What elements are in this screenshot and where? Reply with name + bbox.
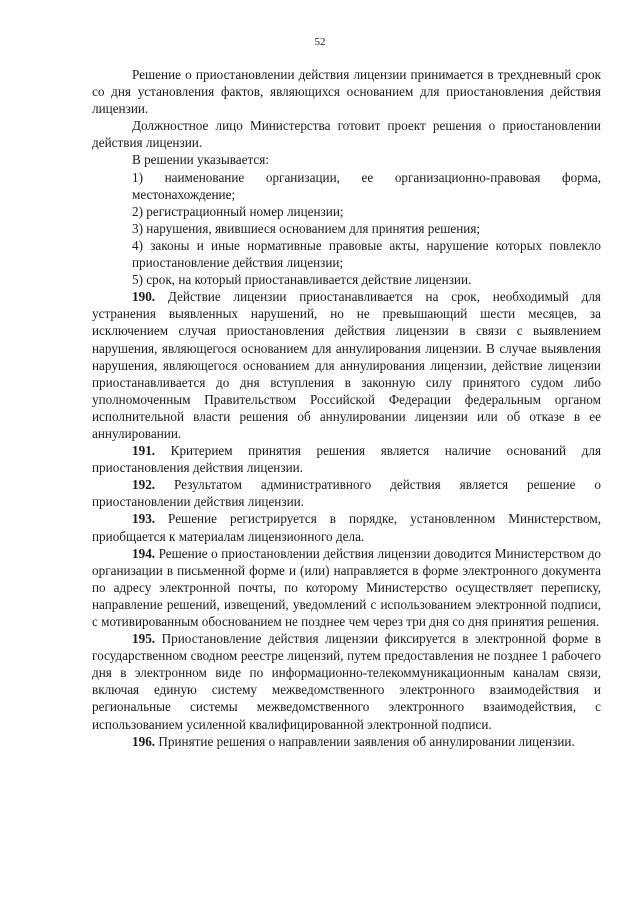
- list-item: 5) срок, на который приостанавливается действие лицензии.: [132, 272, 472, 288]
- list-item: 3) нарушения, явившиеся основанием для принятия решения;: [132, 220, 481, 236]
- clause-number: 190.: [132, 289, 156, 305]
- page-number: 52: [314, 36, 326, 48]
- clause-text: Принятие решения о направлении заявления об аннулировании лицензии.: [158, 733, 575, 749]
- list-item: 4) законы и иные нормативные правовые акты, нарушение которых повлекло приостановление действия лицензии;: [132, 237, 601, 271]
- clause-text: Приостановление действия лицензии фиксируется в электронной форме в государственном сводном реестре лицензий, путем предоставления не позднее 1 рабочего дня в электронном виде по информационно-телекоммуникационным каналам связи, включая единую систему межведомственного электронного взаимодействия и региональные системы межведомственного электронного взаимодействия, с использованием усиленной квалифицированной электронной подписи.: [92, 631, 601, 732]
- paragraph: В решении указывается:: [132, 152, 270, 168]
- paragraph: Должностное лицо Министерства готовит проект решения о приостановлении действия лицензии.: [92, 118, 601, 151]
- clause-number: 193.: [132, 511, 156, 527]
- clause-192: [92, 476, 601, 510]
- clause-text: Результатом административного действия является решение о приостановлении действия лицензии.: [92, 477, 602, 510]
- clause-text: Решение о приостановлении действия лицензии доводится Министерством до организации в письменной форме и (или) направляется в форме электронного документа по адресу электронной почты, по которому Министерство осуществляет переписку, направление решений, извещений, уведомлений с использованием электронной подписи, с мотивированным обоснованием не позднее чем через три дня со дня принятия решения.: [92, 545, 602, 629]
- list-item: 2) регистрационный номер лицензии;: [132, 203, 344, 219]
- paragraph: Решение о приостановлении действия лицензии принимается в трехдневный срок со дня установления фактов, являющихся основанием для приостановления действия лицензии.: [92, 67, 601, 117]
- clause-number: 195.: [132, 631, 156, 647]
- clause-196: [92, 733, 601, 750]
- clause-195: [92, 630, 601, 733]
- clause-number: 192.: [132, 477, 156, 493]
- clause-number: 191.: [132, 443, 156, 459]
- clause-number: 194.: [132, 545, 156, 561]
- clause-number: 196.: [132, 733, 156, 749]
- list-item: 1) наименование организации, ее организационно-правовая форма, местонахождение;: [132, 169, 601, 202]
- clause-text: Решение регистрируется в порядке, установленном Министерством, приобщается к материалам лицензионного дела.: [92, 511, 601, 544]
- clause-193: [92, 510, 601, 544]
- clause-190: [92, 288, 601, 442]
- document-body: [92, 66, 601, 750]
- clause-text: Действие лицензии приостанавливается на срок, необходимый для устранения выявленных нарушений, но не превышающий шести месяцев, за исключением случая приостановления действия лицензии в связи с выявлением нарушения, являющегося основанием для аннулирования лицензии. В случае выявления нарушения, являющегося основанием для аннулирования лицензии, действие лицензии приостанавливается до дня вступления в законную силу принятого судом либо уполномоченным Правительством Российской Федерации федеральным органом исполнительной власти решения об аннулировании лицензии или об отказе в ее аннулировании.: [92, 289, 601, 441]
- clause-194: [92, 545, 601, 630]
- clause-191: [92, 442, 601, 476]
- clause-text: Критерием принятия решения является наличие оснований для приостановления действия лицензии.: [92, 443, 602, 476]
